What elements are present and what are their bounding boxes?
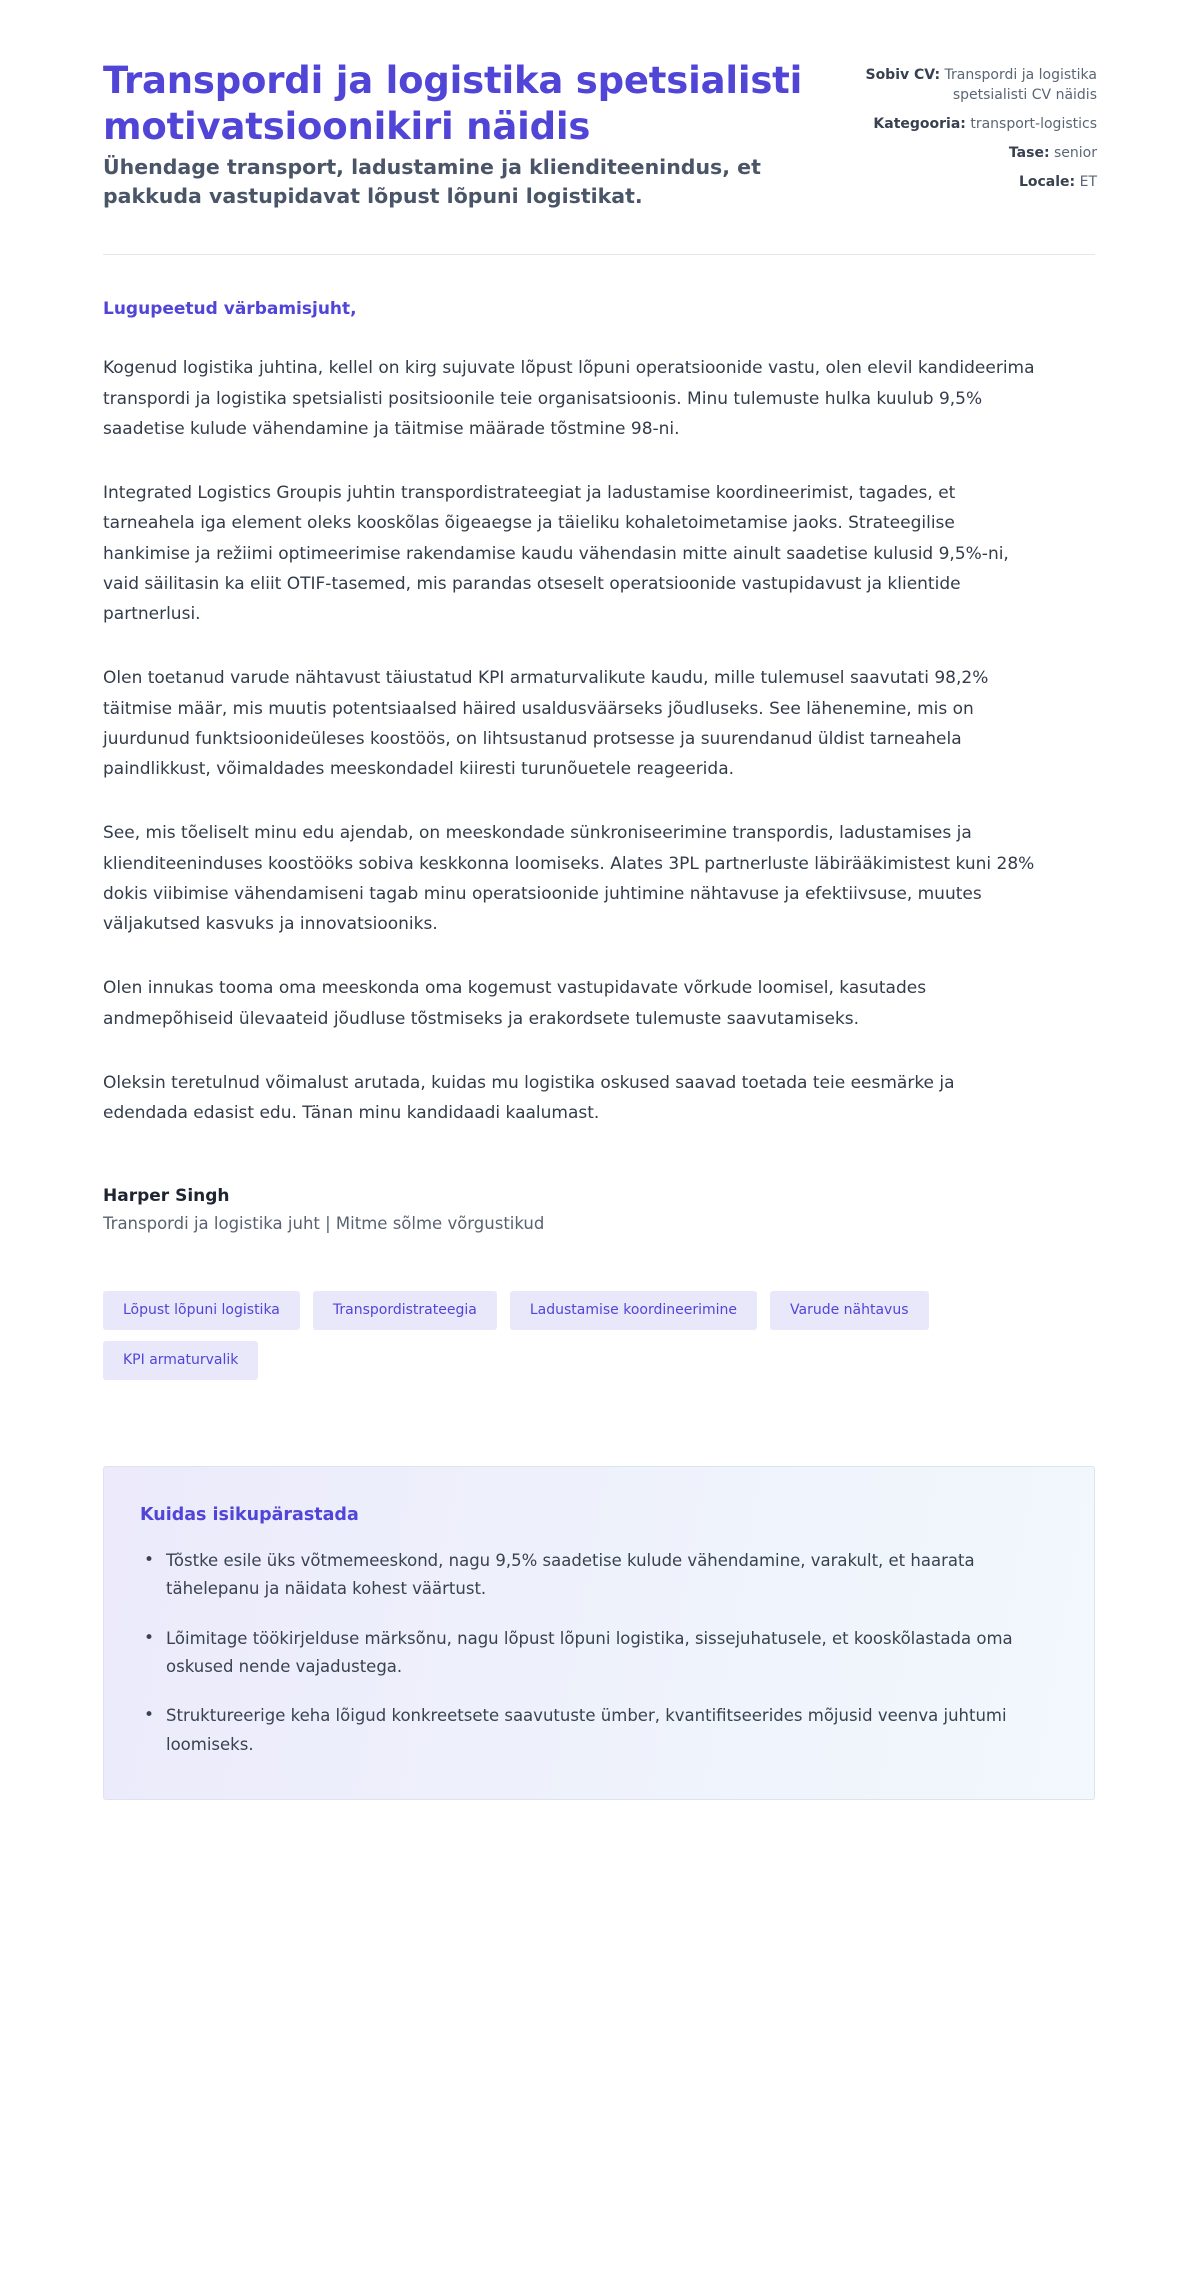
document-metadata: [845, 58, 1097, 192]
personalization-callout: [103, 1466, 1095, 1800]
callout-tip-item: • Struktureerige keha lõigud konkreetsete saavutuste ümber, kvantifitseerides mõjusid veenva juhtumi loomiseks.: [140, 1702, 1030, 1759]
letter-paragraph: Integrated Logistics Groupis juhtin transpordistrateegiat ja ladustamise koordineerimist, tagades, et tarneahela iga element oleks kooskõlas õigeaegse ja täieliku kohaletoimetamise jaoks. Strateegilise hankimise ja režiimi optimeerimise rakendamise kaudu vähendasin mitte ainult saadetise kulusid 9,5%-ni, vaid säilitasin ka eliit OTIF-tasemed, mis parandas otseselt operatsioonide vastupidavust ja klientide partnerlusi.: [103, 483, 1009, 625]
document-header: [103, 0, 1097, 210]
meta-row-locale: [845, 173, 1097, 193]
callout-title: Kuidas isikupärastada: [140, 1504, 359, 1525]
signature-block: [103, 1186, 1097, 1233]
signature-name: Harper Singh: [103, 1186, 230, 1207]
meta-label-category: Kategooria:: [873, 115, 966, 132]
tag-chip[interactable]: Varude nähtavus: [770, 1291, 929, 1330]
meta-row-level: [845, 144, 1097, 164]
meta-label-locale: Locale:: [1018, 173, 1076, 190]
callout-tip-item: • Tõstke esile üks võtmemeeskond, nagu 9,5% saadetise kulude vähendamine, varakult, et haarata tähelepanu ja näidata kohest väärtust.: [140, 1547, 1030, 1604]
letter-salutation: Lugupeetud värbamisjuht,: [103, 299, 357, 320]
letter-paragraph: Oleksin teretulnud võimalust arutada, kuidas mu logistika oskused saavad toetada teie eesmärke ja edendada edasist edu. Tänan minu kandidaadi kaalumast.: [103, 1072, 955, 1124]
tag-chip[interactable]: Transpordistrateegia: [313, 1291, 497, 1330]
signature-role: Transpordi ja logistika juht | Mitme sõlme võrgustikud: [103, 1214, 545, 1234]
tag-chip[interactable]: Ladustamise koordineerimine: [510, 1291, 757, 1330]
meta-value-level: senior: [1054, 144, 1097, 161]
page-subtitle: Ühendage transport, ladustamine ja klienditeenindus, et pakkuda vastupidavat lõpust lõpuni logistikat.: [103, 155, 761, 208]
meta-value-matching-cv: Transpordi ja logistika spetsialisti CV näidis: [944, 67, 1097, 103]
letter-body: [103, 255, 1097, 1800]
page-title: Transpordi ja logistika spetsialisti motivatsioonikiri näidis: [103, 59, 803, 148]
meta-value-category: transport-logistics: [970, 115, 1097, 132]
tag-chip[interactable]: Lõpust lõpuni logistika: [103, 1291, 300, 1330]
header-title-group: [103, 58, 803, 210]
tag-chip[interactable]: KPI armaturvalik: [103, 1341, 258, 1380]
tag-list: [103, 1291, 1063, 1380]
letter-paragraph: See, mis tõeliselt minu edu ajendab, on meeskondade sünkroniseerimine transpordis, ladustamises ja klienditeeninduses koostööks sobiva keskkonna loomiseks. Alates 3PL partnerluste läbirääkimistest kuni 28% dokis viibimise vähendamiseni tagab minu operatsioonide juhtimine nähtavuse ja efektiivsuse, muutes väljakutsed kasvuks ja innovatsiooniks.: [103, 823, 1035, 935]
letter-paragraph: Kogenud logistika juhtina, kellel on kirg sujuvate lõpust lõpuni operatsioonide vastu, olen elevil kandideerima transpordi ja logistika spetsialisti positsioonile teie organisatsioonis. Minu tulemuste hulka kuulub 9,5% saadetise kulude vähendamine ja täitmise määrade tõstmine 98-ni.: [103, 358, 1035, 439]
callout-tip-item: • Lõimitage töökirjelduse märksõnu, nagu lõpust lõpuni logistika, sissejuhatusele, et kooskõlastada oma oskused nende vajadustega.: [140, 1625, 1030, 1682]
meta-row-category: [845, 115, 1097, 135]
letter-paragraph: Olen toetanud varude nähtavust täiustatud KPI armaturvalikute kaudu, mille tulemusel saavutati 98,2% täitmise määr, mis muutis potentsiaalsed häired usaldusväärseks jõudluseks. See lähenemine, mis on juurdunud funktsioonideüleses koostöös, on lihtsustanud protsesse ja suurendanud üldist tarneahela paindlikkust, võimaldades meeskondadel kiiresti turunõuetele reageerida.: [103, 668, 989, 780]
callout-tip-list: [140, 1547, 1058, 1759]
letter-paragraph: Olen innukas tooma oma meeskonda oma kogemust vastupidavate võrkude loomisel, kasutades andmepõhiseid ülevaateid jõudluse tõstmiseks ja erakordsete tulemuste saavutamiseks.: [103, 978, 927, 1029]
meta-label-matching-cv: Sobiv CV:: [865, 67, 941, 83]
meta-row-matching-cv: [845, 66, 1097, 106]
meta-label-level: Tase:: [1008, 144, 1050, 161]
meta-value-locale: ET: [1079, 173, 1097, 190]
